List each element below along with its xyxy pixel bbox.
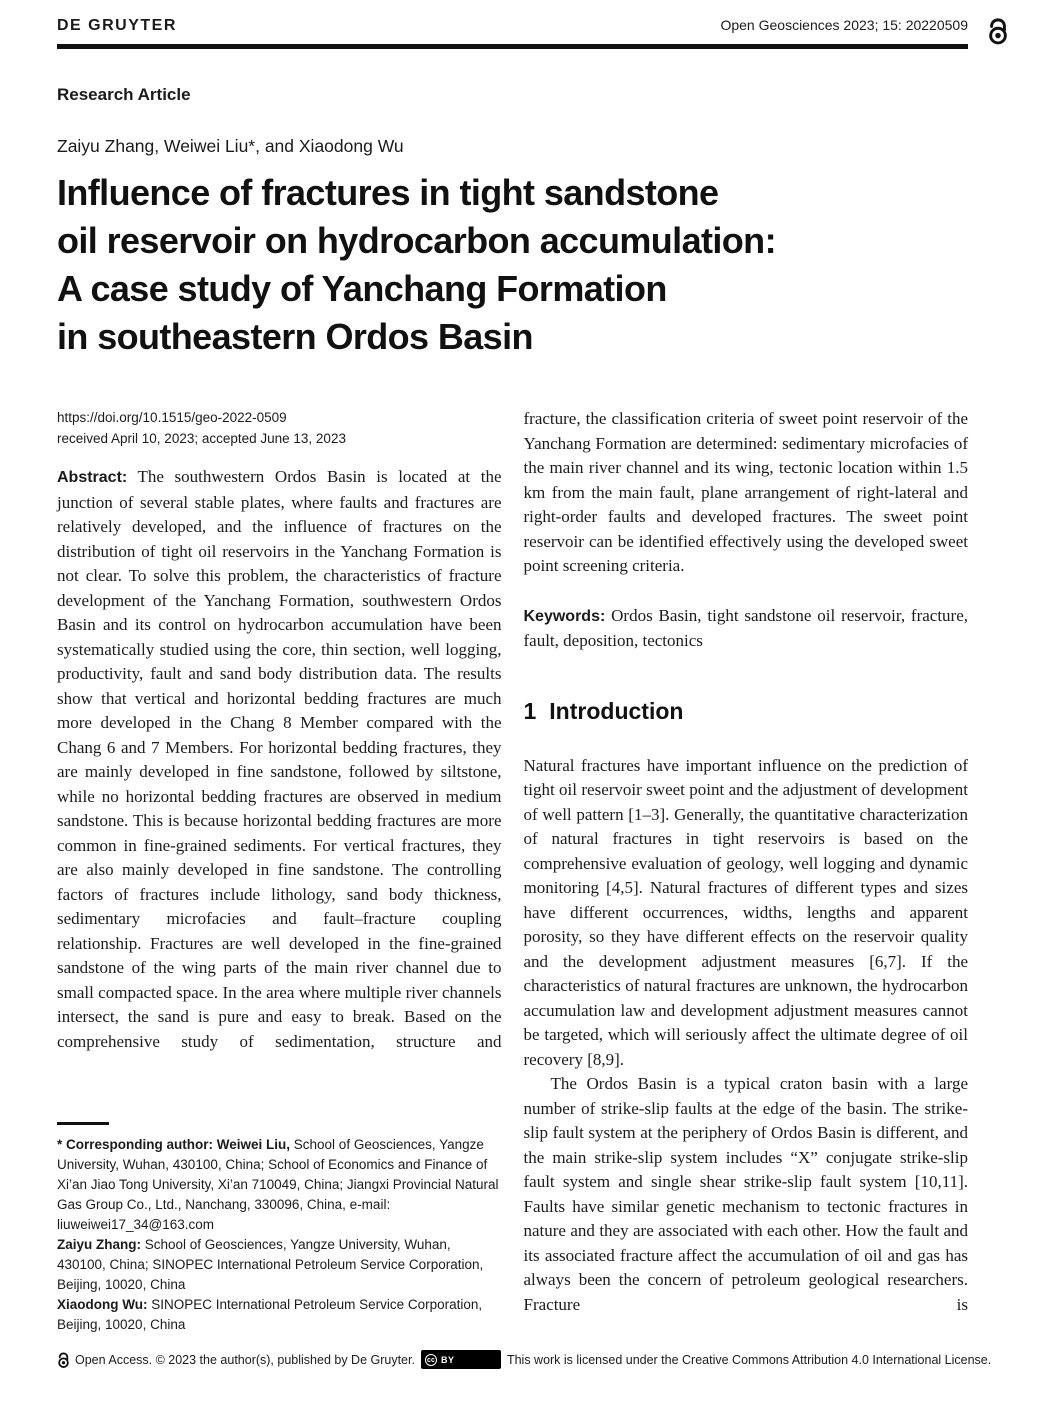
footnote-block bbox=[57, 1122, 502, 1335]
abstract-continuation: fracture, the classification criteria of sweet point reservoir of the Yanchang Formation are determined: sedimentary microfacies of the main river channel and its wing, tectonic location within 1.5 km from the main fault, plane arrangement of right-lateral and right-order faults and developed fractures. The sweet point reservoir can be identified effectively using the developed sweet point screening criteria. bbox=[523, 409, 968, 575]
cc-by-badge bbox=[421, 1350, 501, 1369]
section-heading-introduction bbox=[524, 698, 969, 725]
title-line-1: Influence of fractures in tight sandstone bbox=[57, 172, 719, 213]
open-access-icon bbox=[987, 16, 1009, 46]
footnote-corresponding-label: * Corresponding author: Weiwei Liu, bbox=[57, 1137, 291, 1152]
doi-link[interactable]: https://doi.org/10.1515/geo-2022-0509 bbox=[57, 410, 287, 425]
journal-citation: Open Geosciences 2023; 15: 20220509 bbox=[720, 17, 968, 33]
footnote-corresponding: * Corresponding author: Weiwei Liu, School of Geosciences, Yangze University, Wuhan, 430100, China; School of Economics and Finance of Xi’an Jiao Tong University, Xi’an 710049, China; Jiangxi Provincial Natural Gas Group Co., Ltd., Nanchang, 330096, China, e-mail: liuweiwei17_34@163.com bbox=[57, 1137, 499, 1232]
abstract-label: Abstract: bbox=[57, 469, 128, 486]
intro-paragraph-2: The Ordos Basin is a typical craton basin with a large number of strike-slip faults at the edge of the basin. The strike-slip fault system at the periphery of Ordos Basin is different, and the main strike-slip system includes “X” conjugate strike-slip fault system and single shear strike-slip fault system [10,11]. Faults have similar genetic mechanism to tectonic fractures in nature and they are associated with each other. How the fault and its associated fracture affect the accumulation of oil and gas has always been the concern of petroleum geological researchers. Fracture is bbox=[523, 1074, 968, 1314]
right-column bbox=[524, 407, 969, 1335]
corresponding-email-link[interactable]: liuweiwei17_34@163.com bbox=[57, 1217, 215, 1232]
article-meta bbox=[57, 407, 502, 449]
keywords-text: Ordos Basin, tight sandstone oil reservoir, fracture, fault, deposition, tectonics bbox=[523, 605, 969, 650]
left-column bbox=[57, 407, 502, 1335]
title-line-3: A case study of Yanchang Formation bbox=[57, 268, 667, 309]
footnote-author3: Xiaodong Wu: SINOPEC International Petroleum Service Corporation, Beijing, 10020, China bbox=[57, 1297, 483, 1332]
publisher-logo: DE GRUYTER bbox=[57, 17, 177, 34]
section-number: 1 bbox=[523, 697, 537, 724]
license-footer bbox=[57, 1350, 992, 1369]
two-column-body bbox=[57, 407, 968, 1335]
footnote-author3-label: Xiaodong Wu: bbox=[57, 1297, 148, 1312]
intro-paragraph-1: Natural fractures have important influence on the prediction of tight oil reservoir sweet point and the adjustment of development of well pattern [1–3]. Generally, the quantitative characterization of natural fractures in tight reservoirs is based on the comprehensive evaluation of geology, well logging and dynamic monitoring [4,5]. Natural fractures of different types and sizes have different occurrences, widths, lengths and apparent porosity, so they have different effects on the reservoir quality and the development adjustment measures [6,7]. If the characteristics of natural fractures are unknown, the hydrocarbon accumulation law and development adjustment measures cannot be targeted, which will seriously affect the ultimate degree of oil recovery [8,9]. bbox=[523, 755, 968, 1069]
received-accepted-dates: received April 10, 2023; accepted June 13, 2023 bbox=[57, 431, 346, 446]
keywords-label: Keywords: bbox=[523, 607, 606, 625]
header-rule bbox=[57, 44, 968, 49]
abstract-text-col1: The southwestern Ordos Basin is located at the junction of several stable plates, where faults and fractures are relatively developed, and the influence of fractures on the distribution of tight oil reservoirs in the Yanchang Formation is not clear. To solve this problem, the characteristics of fracture development of the Yanchang Formation, southwestern Ordos Basin and its control on hydrocarbon accumulation have been systematically studied using the core, thin section, well logging, productivity, fault and sand body distribution data. The results show that vertical and horizontal bedding fractures are much more developed in the Chang 8 Member compared with the Chang 6 and 7 Members. For horizontal bedding fractures, they are mainly developed in fine sandstone, followed by siltstone, while no horizontal bedding fractures are observed in medium sandstone. This is because horizontal bedding fractures are more common in fine-grained sediments. For vertical fractures, they are also mainly developed in fine sandstone. The controlling factors of fractures include lithology, sand body thickness, sedimentary microfacies and fault–fracture coupling relationship. Fractures are well developed in the fine-grained sandstone of the wing parts of the main river channel due to small compacted space. In the area where multiple river channels intersect, the sand is pure and easy to break. Based on the comprehensive study of sedimentation, structure and bbox=[57, 467, 502, 1051]
journal-header bbox=[57, 0, 968, 35]
keywords-paragraph bbox=[524, 604, 969, 654]
footnote-author2: Zaiyu Zhang: School of Geosciences, Yangze University, Wuhan, 430100, China; SINOPEC International Petroleum Service Corporation, Beijing, 10020, China bbox=[57, 1237, 484, 1292]
footer-copyright-text: Open Access. © 2023 the author(s), published by De Gruyter. bbox=[75, 1352, 415, 1367]
title-line-2: oil reservoir on hydrocarbon accumulation: bbox=[57, 220, 776, 261]
article-type-label: Research Article bbox=[57, 85, 191, 104]
footer-license-text: This work is licensed under the Creative Commons Attribution 4.0 International License. bbox=[506, 1352, 992, 1367]
cc-icon: cc bbox=[425, 1354, 437, 1366]
footnote-rule bbox=[57, 1122, 109, 1125]
cc-by-label: BY bbox=[440, 1354, 455, 1365]
article-title bbox=[57, 169, 968, 361]
title-line-4: in southeastern Ordos Basin bbox=[57, 316, 533, 357]
authors-line: Zaiyu Zhang, Weiwei Liu*, and Xiaodong Wu bbox=[57, 136, 404, 156]
open-access-icon-small bbox=[57, 1351, 70, 1369]
footnote-author2-label: Zaiyu Zhang: bbox=[57, 1237, 141, 1252]
section-title: Introduction bbox=[549, 697, 684, 724]
abstract-paragraph bbox=[57, 465, 502, 1054]
